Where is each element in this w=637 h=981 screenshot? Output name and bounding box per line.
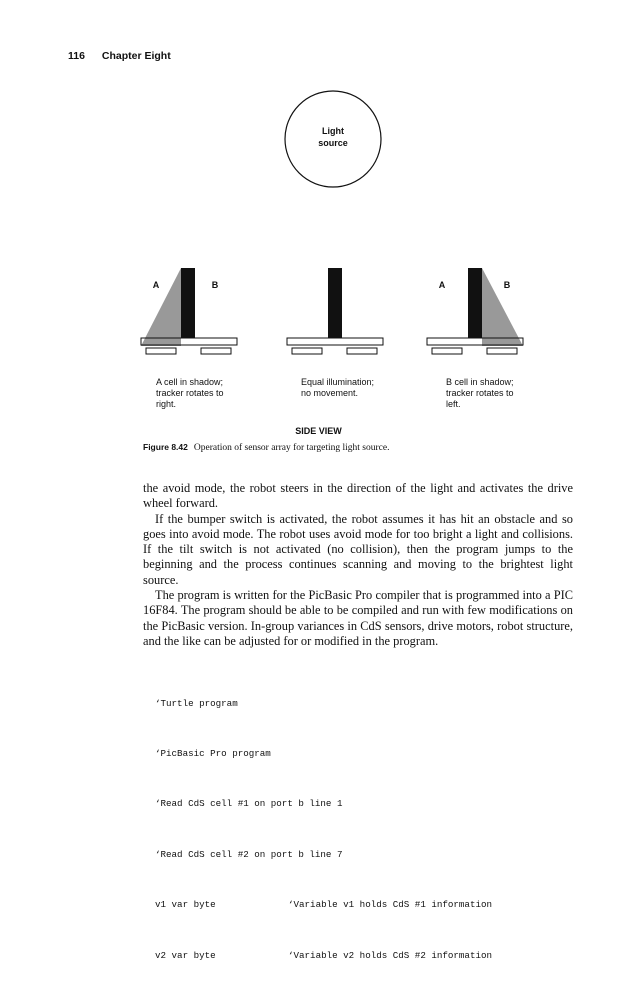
chapter-title: Chapter Eight — [101, 50, 171, 62]
sensor-board — [287, 338, 383, 345]
caption-line: Equal illumination; — [301, 377, 375, 387]
light-label-line1: Light — [322, 126, 344, 136]
code-line: v1 var byte ‘Variable v1 holds CdS #1 information — [155, 897, 342, 914]
code-line: v2 var byte ‘Variable v2 holds CdS #2 information — [155, 948, 342, 965]
panel-2-caption — [301, 377, 374, 399]
caption-line: A cell in shadow; — [156, 377, 224, 387]
label-b: B — [211, 280, 219, 290]
panel-b-shadow — [427, 268, 523, 354]
figure-caption-text: Operation of sensor array for targeting light source. — [193, 443, 390, 453]
shade-divider — [468, 268, 482, 338]
cds-cell-a — [432, 348, 462, 354]
code-listing — [155, 662, 492, 981]
code-line: ‘Read CdS cell #1 on port b line 1 — [155, 798, 343, 810]
page-number: 116 — [68, 50, 85, 62]
shade-divider — [181, 268, 195, 338]
panel-equal — [287, 268, 383, 354]
code-comment: ‘Variable v1 holds CdS #1 information — [288, 899, 492, 911]
code-line: ‘Read CdS cell #2 on port b line 7 — [155, 848, 343, 860]
paragraph: If the bumper switch is activated, the robot assumes it has hit an obstacle and so goes into avoid mode. The robot uses avoid mode for too bright a light and collisions. If the tilt switch is not activated (no collision), then the program jumps to the beginning and the process continues scanning and moving to the brightest light source. — [143, 511, 573, 587]
label-a: A — [438, 280, 446, 290]
panel-a-shadow — [141, 268, 237, 354]
panel-1-caption — [156, 377, 224, 410]
view-label: SIDE VIEW — [295, 426, 342, 436]
caption-line: B cell in shadow; — [446, 377, 514, 387]
paragraph: The program is written for the PicBasic Pro compiler that is programmed into a PIC 16F84. The program should be able to be compiled and run with few modifications on the PicBasic version. In-group variances in CdS sensors, drive motors, robot structure, and the like can be adjusted for or modified in the program. — [143, 588, 573, 648]
body-text — [143, 481, 573, 649]
cds-cell-b — [347, 348, 377, 354]
shadow-wedge — [482, 268, 523, 346]
caption-line: tracker rotates to — [446, 388, 514, 398]
caption-line: no movement. — [301, 388, 359, 398]
panel-3-caption — [446, 377, 514, 410]
cds-cell-a — [292, 348, 322, 354]
caption-line: tracker rotates to — [156, 388, 224, 398]
caption-line: left. — [446, 399, 461, 409]
label-a: A — [152, 280, 160, 290]
cds-cell-a — [146, 348, 176, 354]
light-label-line2: source — [318, 138, 348, 148]
label-b: B — [503, 280, 511, 290]
shade-divider — [328, 268, 342, 338]
cds-cell-b — [201, 348, 231, 354]
shadow-wedge — [141, 268, 181, 346]
code-comment: ‘Variable v2 holds CdS #2 information — [288, 949, 492, 961]
code-line: ‘PicBasic Pro program — [155, 747, 271, 759]
paragraph: the avoid mode, the robot steers in the direction of the light and activates the drive wheel forward. — [143, 481, 573, 511]
caption-line: right. — [156, 399, 177, 409]
figure-number: Figure 8.42 — [143, 442, 188, 452]
code-line: ‘Turtle program — [155, 697, 238, 709]
cds-cell-b — [487, 348, 517, 354]
sensor-array-diagram — [0, 0, 637, 440]
figure-caption — [143, 442, 389, 453]
